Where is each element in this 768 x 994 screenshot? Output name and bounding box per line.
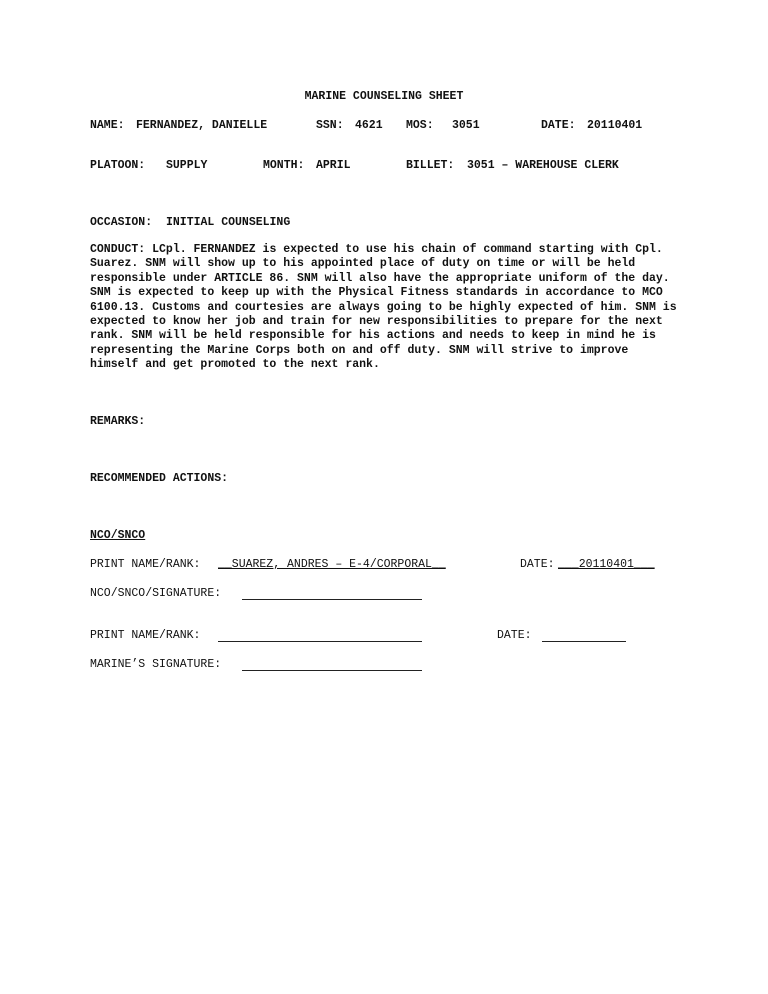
document-title: MARINE COUNSELING SHEET xyxy=(304,90,464,103)
platoon-label: PLATOON: xyxy=(90,159,146,172)
ssn-label: SSN: xyxy=(316,119,344,132)
date-value: 20110401 xyxy=(587,119,643,132)
ssn-value: 4621 xyxy=(355,119,383,132)
nco-signature-label: NCO/SNCO/SIGNATURE: xyxy=(90,587,222,600)
recommended-actions-label: RECOMMENDED ACTIONS: xyxy=(90,472,229,485)
marine-date-line[interactable] xyxy=(542,630,626,642)
conduct-text: LCpl. FERNANDEZ is expected to use his chain of command starting with Cpl. Suarez. SNM will show up to his appointed place of duty on time or will be held responsible under ARTICLE 86. SNM will also have the appropriate uniform of the day. SNM is expected to keep up with the Physical Fitness standards in accordance to MCO 6100.13. Customs and courtesies are always going to be highly expected of him. SNM is expected to know her job and train for new responsibilities to prepare for the next rank. SNM will be held responsible for his actions and needs to keep in mind he is representing the Marine Corps both on and off duty. SNM will strive to improve himself and get promoted to the next rank. xyxy=(90,243,677,372)
name-value: FERNANDEZ, DANIELLE xyxy=(136,119,268,132)
conduct-label: CONDUCT: xyxy=(90,243,146,256)
marine-print-name-line[interactable] xyxy=(218,630,422,642)
marine-signature-label: MARINE’S SIGNATURE: xyxy=(90,658,222,671)
nco-print-name-value: __SUAREZ, ANDRES – E-4/CORPORAL__ xyxy=(218,558,446,571)
nco-date-value: ___20110401___ xyxy=(558,558,655,571)
nco-date-label: DATE: xyxy=(520,558,555,571)
billet-label: BILLET: xyxy=(406,159,455,172)
date-label: DATE: xyxy=(541,119,576,132)
mos-label: MOS: xyxy=(406,119,434,132)
month-label: MONTH: xyxy=(263,159,305,172)
billet-value: 3051 – WAREHOUSE CLERK xyxy=(467,159,619,172)
month-value: APRIL xyxy=(316,159,351,172)
name-label: NAME: xyxy=(90,119,125,132)
marine-print-name-label: PRINT NAME/RANK: xyxy=(90,629,201,642)
remarks-label: REMARKS: xyxy=(90,415,146,428)
nco-print-name-label: PRINT NAME/RANK: xyxy=(90,558,201,571)
marine-signature-line[interactable] xyxy=(242,659,422,671)
occasion-label: OCCASION: xyxy=(90,216,153,229)
conduct-section xyxy=(90,243,680,373)
occasion-value: INITIAL COUNSELING xyxy=(166,216,291,229)
nco-snco-heading: NCO/SNCO xyxy=(90,529,146,542)
nco-signature-line[interactable] xyxy=(242,588,422,600)
marine-date-label: DATE: xyxy=(497,629,532,642)
mos-value: 3051 xyxy=(452,119,480,132)
platoon-value: SUPPLY xyxy=(166,159,208,172)
